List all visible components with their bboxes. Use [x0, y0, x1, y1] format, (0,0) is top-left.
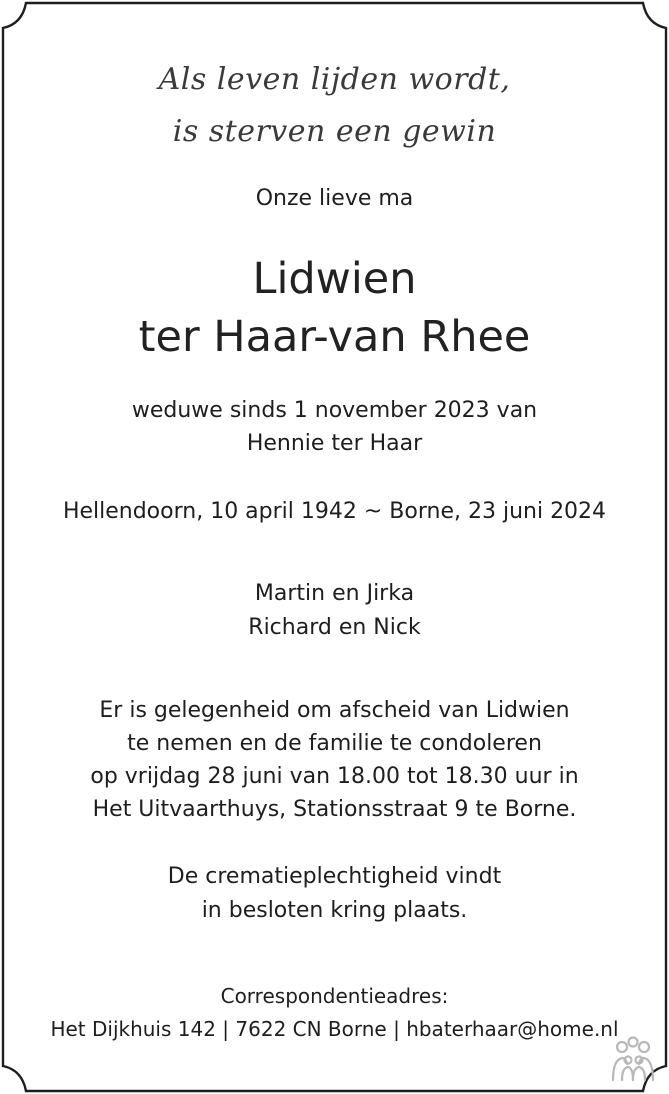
deceased-surname: ter Haar-van Rhee [138, 312, 531, 362]
spouse-line-2: Hennie ter Haar [246, 431, 423, 456]
life-dates: Hellendoorn, 10 april 1942 ~ Borne, 23 juni 2024 [62, 499, 607, 524]
farewell-line: Er is gelegenheid om afscheid van Lidwien [99, 698, 570, 723]
spouse-line-1: weduwe sinds 1 november 2023 van [131, 398, 538, 423]
farewell-line: Het Uitvaarthuys, Stationsstraat 9 te Borne. [92, 797, 577, 822]
family-group-icon [608, 1036, 658, 1082]
family-line: Richard en Nick [248, 615, 421, 640]
correspondence-address: Het Dijkhuis 142 | 7622 CN Borne | hbaterhaar@home.nl [50, 1017, 619, 1041]
deceased-first-name: Lidwien [252, 254, 417, 304]
correspondence-label: Correspondentieadres: [220, 984, 449, 1008]
farewell-line: op vrijdag 28 juni van 18.00 tot 18.30 uur in [90, 764, 579, 789]
cremation-line: De crematieplechtigheid vindt [167, 864, 502, 889]
intro-text: Onze lieve ma [255, 186, 414, 211]
family-line: Martin en Jirka [254, 581, 415, 606]
motto-line-2: is sterven een gewin [172, 114, 497, 149]
farewell-line: te nemen en de familie te condoleren [127, 731, 542, 756]
cremation-line: in besloten kring plaats. [201, 898, 468, 923]
motto-line-1: Als leven lijden wordt, [158, 62, 511, 97]
